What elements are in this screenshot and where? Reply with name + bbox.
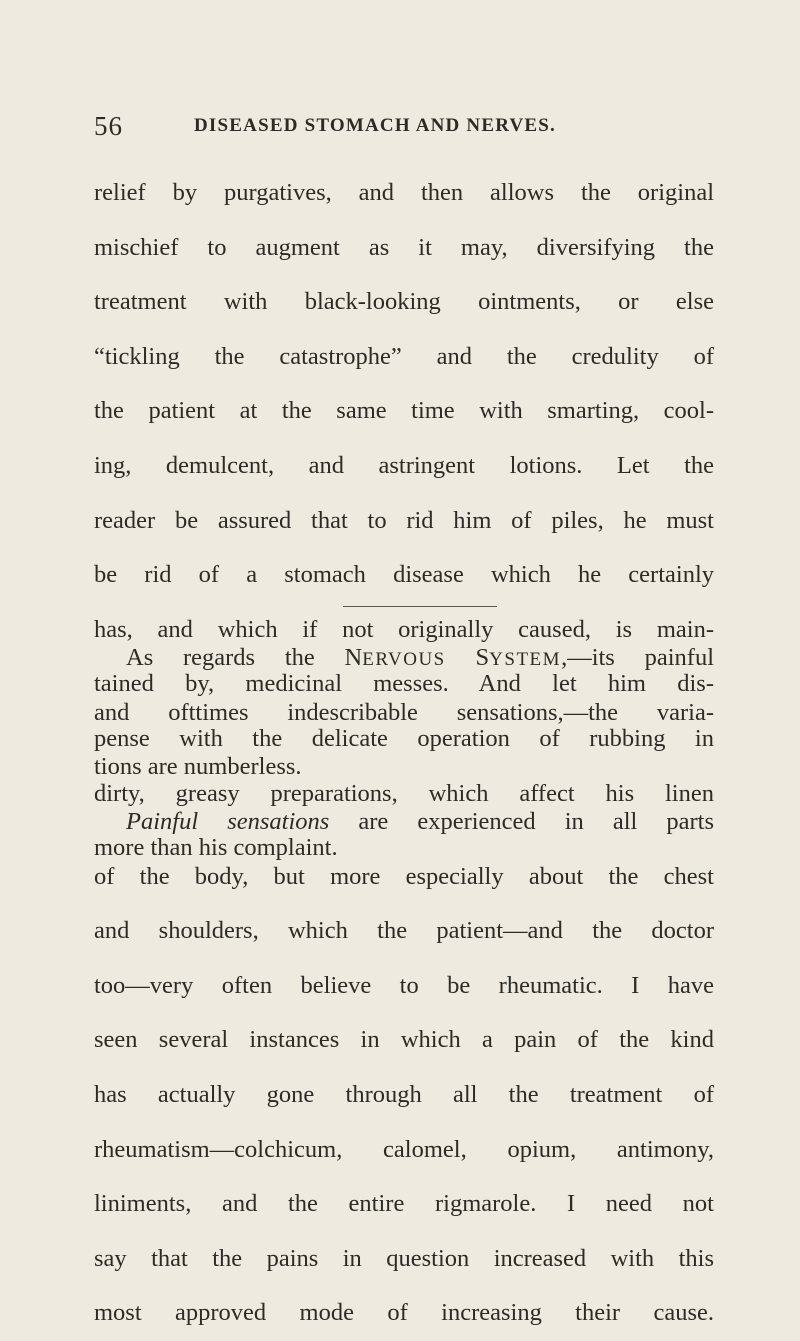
text-line: liniments, and the entire rigmarole. I need not [94,1190,714,1218]
running-title: DISEASED STOMACH AND NERVES. [194,115,556,136]
page-number: 56 [94,111,123,141]
text-line: pense with the delicate operation of rubbing in [94,724,714,752]
text-line: dirty, greasy preparations, which affect his linen [94,779,714,807]
small-caps-text: ERVOUS [362,649,446,670]
text-line: and ofttimes indescribable sensations,—the varia- [94,698,714,726]
text-line: treatment with black-looking ointments, or else [94,288,714,316]
text-line: reader be assured that to rid him of piles, he must [94,506,714,534]
section-divider [343,606,497,607]
text-line: and shoulders, which the patient—and the doctor [94,917,714,945]
text-span: As regards the [126,644,345,671]
text-span [446,644,476,671]
text-line: say that the pains in question increased with this [94,1244,714,1272]
text-line: tions are numberless. [94,753,302,781]
text-line: ing, demulcent, and astringent lotions. Let the [94,451,714,479]
text-line [94,795,714,850]
text-line: most approved mode of increasing their cause. [94,1299,714,1327]
text-line: seen several instances in which a pain of the kind [94,1026,714,1054]
text-line: the patient at the same time with smarting, cool- [94,397,714,425]
text-line: tained by, medicinal messes. And let him dis- [94,670,714,698]
text-line: mischief to augment as it may, diversifying the [94,233,714,261]
text-span: are experienced in all parts [329,808,714,835]
italic-emphasis: Painful sensations [126,808,330,835]
text-line: rheumatism—colchicum, calomel, opium, antimony, [94,1135,714,1163]
text-span: ,—its painful [561,644,714,671]
text-line: relief by purgatives, and then allows the original [94,179,714,206]
text-line: “tickling the catastrophe” and the credulity of [94,342,714,370]
text-line: has, and which if not originally caused, is main- [94,615,714,643]
text-line: too—very often believe to be rheumatic. I have [94,971,714,999]
text-line [94,631,714,686]
small-caps-initial: N [344,644,363,671]
text-line: more than his complaint. [94,834,338,862]
text-line: has actually gone through all the treatment of [94,1080,714,1108]
paragraph-nervous-system [94,631,714,795]
small-caps-initial: S [475,644,490,671]
text-line: be rid of a stomach disease which he certainly [94,561,714,589]
small-caps-text: YSTEM [489,649,562,670]
text-line: of the body, but more especially about the chest [94,862,714,890]
running-head [94,106,714,146]
paragraph-painful-sensations [94,795,714,1341]
